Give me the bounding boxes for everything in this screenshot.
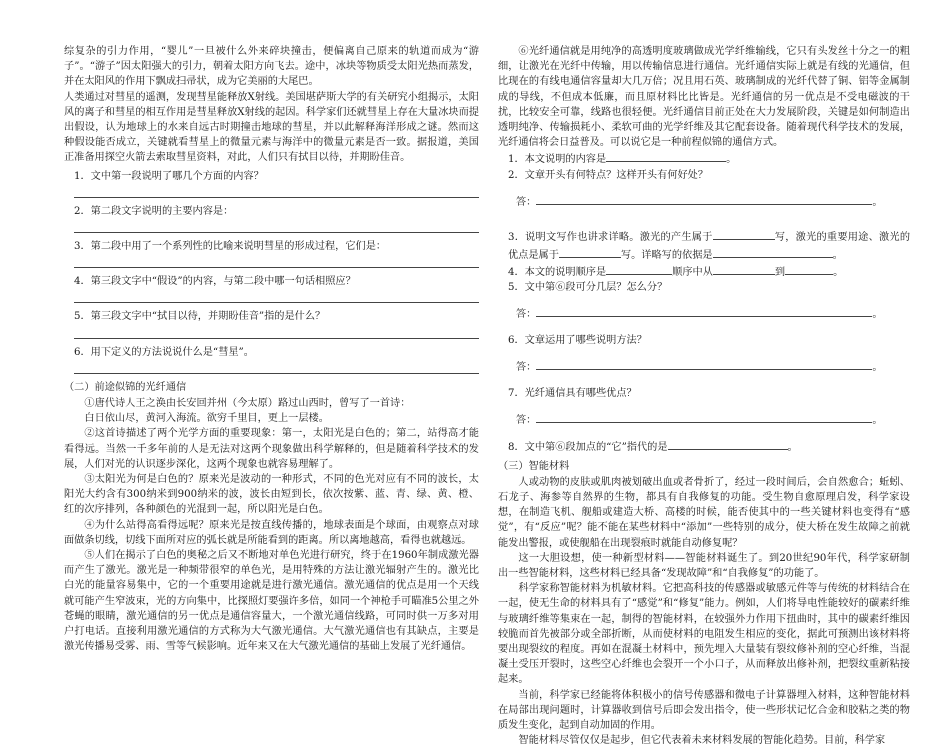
answer-line-3[interactable] — [74, 255, 479, 268]
poem-line: 白日依山尽，黄河入海流。欲穷千里目，更上一层楼。 — [84, 413, 329, 425]
period: 。 — [833, 266, 844, 278]
question-6: 6．用下定义的方法说说什么是“彗星”。 — [74, 346, 254, 358]
blank-3b[interactable] — [559, 246, 621, 258]
section-2-title: （二）前途似锦的光纤通信 — [64, 381, 187, 393]
period: 。 — [726, 154, 737, 166]
smart-material-paragraph-1: 人或动物的皮肤或肌肉被划破出血或者骨折了，经过一段时间后，会自然愈合；蚯蚓、石龙子、海参等自然界的生物，都具有自我修复的功能。受生物自愈原理启发，科学家设想，在制造飞机、舰船或建造大桥、高楼的时候，能否使其中的一些关键材料也变得有“感觉”，有“反应”呢？能不能在某些材料中“添加”一些特别的成分，使大桥在发生故障之前就能发出警报，或使舰船在出现裂痕时就能自动修复呢？ — [498, 476, 910, 549]
smart-material-paragraph-2: 这一大胆设想，使一种新型材料——智能材料诞生了。到20世纪90年代，科学家研制出一些智能材料，这些材料已经具备“发现故障”和“自我修复”的功能了。 — [498, 552, 910, 579]
left-column — [64, 44, 479, 655]
period: 。 — [872, 362, 883, 374]
fiber-question-7: 7．光纤通信具有哪些优点？ — [508, 387, 637, 399]
blank-1[interactable] — [606, 150, 726, 162]
fiber-question-8 — [498, 438, 910, 455]
fiber-question-2: 2．文章开头有何特点？这样开头有何好处？ — [508, 169, 709, 181]
blank-7[interactable] — [536, 411, 872, 423]
answer-line-6[interactable] — [74, 361, 479, 374]
question-3: 3．第二段中用了一个系列性的比喻来说明彗星的形成过程，它们是： — [74, 241, 387, 253]
period: 。 — [872, 309, 883, 321]
blank-5[interactable] — [536, 305, 872, 317]
answer-label: 答： — [516, 414, 537, 426]
fiber-answer-6 — [498, 358, 910, 375]
fiber-question-8-text: 8．文中第⑥段加点的“它”指代的是 — [508, 442, 668, 454]
fiber-paragraph-4: ④为什么站得高看得远呢？原来光是按直线传播的，地球表面是个球面，由观察点对球面做条切线，切线下面所对应的弧长就是所能看到的距离。所以离地越高，看得也就越远。 — [64, 519, 479, 546]
right-column — [498, 44, 910, 748]
comet-paragraph-1: 综复杂的引力作用，“婴儿”一旦被什么外来碎块撞击，便偏离自己原来的轨道而成为“游子”。“游子”因太阳强大的引力，朝着太阳方向飞去。途中，冰块等物质受太阳光热而蒸发，并在太阳风的作用下飘成扫帚状，成为它美丽的大尾巴。 — [64, 46, 479, 88]
fiber-paragraph-6: ⑥光纤通信就是用纯净的高透明度玻璃做成光学纤维输线，它只有头发丝十分之一的粗细，让激光在光纤中传输，用以传输信息进行通信。光纤通信实际上就是有线的光通信，但比现在的有线电通信容量却大几万倍；况且用石英、玻璃制成的光纤代替了铜、铝等金属制成的导线，不但成本低廉，而且原材料比比皆是。光纤通信的另一优点是不受电磁波的干扰，比较安全可靠，线路也很轻便。光纤通信目前正处在大力发展阶段，关键是如何制造出透明纯净、传输损耗小、柔软可曲的光学纤维及其它配套设备。随着现代科学技术的发展，光纤通信将会日益普及。可以说它是一种前程似锦的通信方式。 — [498, 46, 910, 149]
fiber-paragraph-3: ③太阳光为何是白色的？原来光是波动的一种形式，不同的色光对应有不同的波长，太阳光大约含有300纳米到900纳米的波，波长由短到长，依次按紫、蓝、青、绿、黄、橙、红的次序排列，各种颜色的光混到一起，所以阳光是白色。 — [64, 474, 479, 516]
blank-4b[interactable] — [713, 263, 775, 275]
period: 。 — [832, 249, 843, 261]
question-5: 5．第三段文字中“拭目以待，并期盼佳音”指的是什么？ — [74, 311, 326, 323]
blank-4c[interactable] — [785, 263, 833, 275]
answer-line-5[interactable] — [74, 326, 479, 339]
answer-label: 答： — [516, 362, 537, 374]
period: 。 — [872, 414, 883, 426]
fiber-question-4-part-c: 到 — [774, 266, 786, 278]
fiber-question-4-part-a: 4．本文的说明顺序是 — [508, 266, 607, 278]
answer-line-1[interactable] — [74, 185, 479, 198]
fiber-answer-5 — [498, 305, 910, 322]
blank-2[interactable] — [536, 193, 872, 205]
section-3-title: （三）智能材料 — [498, 460, 570, 472]
answer-line-4[interactable] — [74, 290, 479, 303]
answer-label: 答： — [516, 197, 537, 209]
answer-label: 答： — [516, 309, 537, 321]
comet-paragraph-2: 人类通过对彗星的遥测，发现彗星能释放X射线。美国堪萨斯大学的有关研究小组揭示，太阳风的离子和彗星的相互作用是彗星释放X射线的起因。科学家们还就彗星上存在大量冰块而提出假设，认为地球上的水来自远古时期撞击地球的彗星，并以此解释海洋形成之谜。然而这种假设能否成立，关键就看彗星上的微量元素与海洋中的微量元素是否一致。据报道，美国正准备用探空火箭去索取彗星资料，对此，人们只有拭目以待，并期盼佳音。 — [64, 91, 479, 164]
fiber-answer-7 — [498, 411, 910, 428]
blank-6[interactable] — [536, 358, 872, 370]
question-1: 1．文中第一段说明了哪几个方面的内容？ — [74, 170, 264, 182]
fiber-question-4 — [498, 263, 910, 280]
fiber-answer-2 — [498, 193, 910, 210]
fiber-paragraph-2: ②这首诗描述了两个光学方面的重要现象：第一，太阳光是白色的；第二，站得高才能看得远。当然一千多年前的人是无法对这两个现象做出科学解释的，但是随着科学技术的发展，人们对光的认识逐步深化，这两个现象也就容易理解了。 — [64, 428, 479, 470]
smart-material-paragraph-4: 当前，科学家已经能将体积极小的信号传感器和微电子计算器埋入材料，这种智能材料在局部出现问题时，计算器收到信号后即会发出指令，使一些形状记忆合金和胶粘之类的物质发生变化，起到自动加固的作用。 — [498, 689, 910, 732]
blank-4a[interactable] — [606, 263, 672, 275]
blank-3c[interactable] — [713, 246, 833, 258]
fiber-paragraph-1: ①唐代诗人王之涣由长安回并州（今太原）路过山西时，曾写了一首诗： — [84, 398, 411, 410]
blank-3a[interactable] — [713, 228, 775, 240]
period: 。 — [872, 197, 883, 209]
fiber-question-4-part-b: 顺序中从 — [672, 266, 713, 278]
answer-line-2[interactable] — [74, 220, 479, 233]
question-2: 2．第二段文字说明的主要内容是： — [74, 205, 234, 217]
fiber-question-3-part-b: 写，激光的重要用途、激光的优点是属于 — [508, 232, 911, 261]
fiber-question-6: 6．文章运用了哪些说明方法？ — [508, 334, 647, 346]
fiber-question-3-part-a: 3．说明文写作也讲求详略。激光的产生属于 — [508, 232, 713, 244]
fiber-question-3 — [498, 228, 910, 262]
fiber-question-3-part-c: 写。详略写的依据是 — [620, 249, 713, 261]
question-4: 4．第三段文字中“假设”的内容，与第二段中哪一句话相照应？ — [74, 276, 356, 288]
fiber-paragraph-5: ⑤人们在揭示了白色的奥秘之后又不断地对单色光进行研究，终于在1960年制成激光器而产生了激光。激光是一种频带很窄的单色光，是用特殊的方法让激光辐射产生的。激光比白光的能量容易集中，它的一个重要用途就是进行激光通信。激光通信的优点是用一个天线就可能产生窄波束，光的方向集中，比探照灯要强许多倍，如同一个神枪手可瞄准5公里之外苍蝇的眼睛，激光通信的另一优点是通信容量大，一个激光通信线路，可同时供一万多对用户打电话。直接利用激光通信的方式称为大气激光通信。大气激光通信也有其缺点，主要是激光传播易受雾、雨、雪等气候影响。近年来又在大气激光通信的基础上发展了光纤通信。 — [64, 550, 479, 653]
period: 。 — [787, 442, 798, 454]
fiber-question-5: 5．文中第⑥段可分几层？怎么分？ — [508, 282, 668, 294]
blank-8[interactable] — [668, 438, 788, 450]
smart-material-paragraph-3: 科学家称智能材料为机敏材料。它把高科技的传感器或敏感元件等与传统的材料结合在一起，使无生命的材料具有了“感觉”和“修复”能力。例如，人们将导电性能较好的碳素纤维与玻璃纤维等集束在一起，制得的智能材料，在较强外力作用下扭曲时，其中的碳素纤维因较脆而首先被部分或全部折断，从而使材料的电阻发生相应的变化，据此可预测出该材料将要出现裂纹的程度。再如在混凝土材料中，预先埋入大量装有裂纹修补剂的空心纤维，当混凝土受压开裂时，这些空心纤维也会裂开一个小口子，从而释放出修补剂，把裂纹重新粘接起来。 — [498, 583, 910, 686]
smart-material-paragraph-5: 智能材料尽管仅仅是起步，但它代表着未来材料发展的智能化趋势。目前，科学家 — [518, 735, 886, 747]
fiber-question-1 — [498, 150, 910, 167]
fiber-question-1-text: 1．本文说明的内容是 — [508, 154, 607, 166]
